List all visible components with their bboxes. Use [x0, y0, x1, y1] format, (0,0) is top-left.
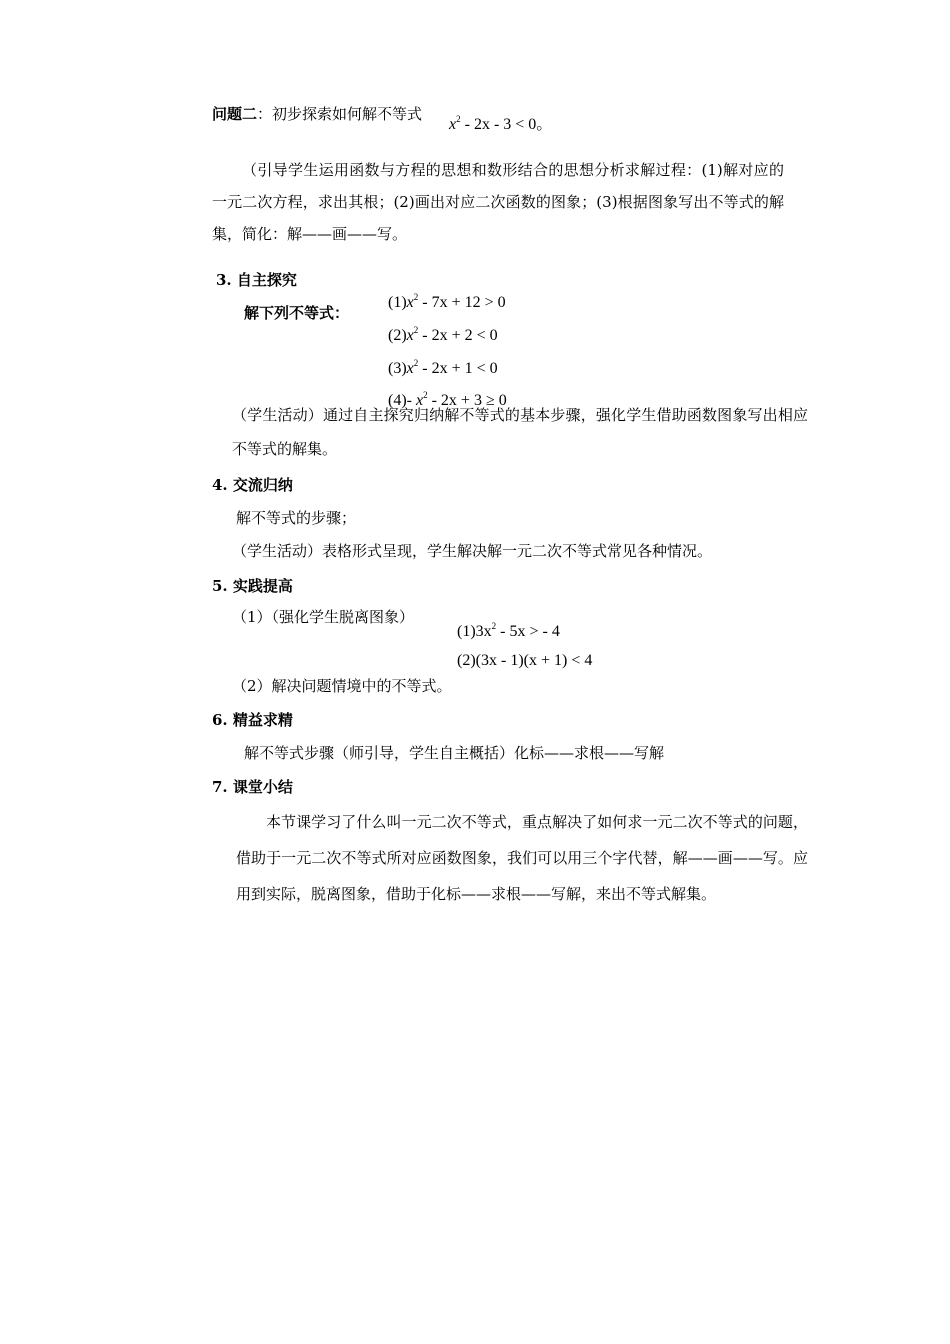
practice-inequality-2: (2)(3x - 1)(x + 1) < 4 [457, 652, 593, 669]
problem-2-text: ：初步探索如何解不等式 [257, 105, 423, 123]
ineq-var: - x [406, 392, 424, 409]
ineq-rest: - 2x + 1 < 0 [418, 360, 498, 377]
inequality-3 [388, 359, 498, 379]
ineq-var: x [406, 294, 414, 311]
section-7-heading: 7. 课堂小结 [212, 778, 293, 796]
math-var: x [449, 116, 457, 133]
guide-paragraph: （引导学生运用函数与方程的思想和数形结合的思想分析求解过程：(1)解对应的一元二次方程，求出其根；(2)画出对应二次函数的图象；(3)根据图象写出不等式的解集，简化：解——画——写。 [212, 161, 784, 243]
practice-ex1-exp: 2 [491, 621, 497, 631]
ineq-number: (4) [388, 392, 407, 409]
inequality-1 [388, 293, 506, 313]
section-6-line: 解不等式步骤（师引导，学生自主概括）化标——求根——写解 [244, 744, 665, 762]
section-6-heading: 6. 精益求精 [212, 711, 293, 729]
section-4-heading: 4. 交流归纳 [212, 476, 293, 494]
ineq-exp: 2 [423, 390, 428, 400]
section-4-line-1: 解不等式的步骤； [236, 509, 357, 527]
section-3-heading: 3. 自主探究 [216, 271, 297, 289]
math-end: 。 [536, 116, 553, 133]
ineq-number: (3) [388, 360, 407, 377]
section-7-paragraph: 本节课学习了什么叫一元二次不等式，重点解决了如何求一元二次不等式的问题，借助于一元二次不等式所对应函数图象，我们可以用三个字代替，解——画——写。应用到实际，脱离图象，借助于化标——求根——写解，来出不等式解集。 [236, 813, 808, 903]
section-3-activity: （学生活动）通过自主探究归纳解不等式的基本步骤，强化学生借助函数图象写出相应不等式的解集。 [232, 406, 808, 458]
section-3-prompt: 解下列不等式： [244, 304, 350, 322]
ineq-exp: 2 [413, 325, 419, 335]
ineq-var: x [406, 327, 414, 344]
ineq-number: (1) [388, 294, 407, 311]
practice-inequality-1 [457, 622, 560, 642]
ineq-exp: 2 [413, 358, 419, 368]
ineq-var: x [406, 360, 414, 377]
ineq-rest: - 2x + 3 ≥ 0 [427, 392, 507, 409]
practice-ex1-a: (1)3x [457, 623, 492, 640]
section-4-line-2: （学生活动）表格形式呈现，学生解决解一元二次不等式常见各种情况。 [232, 542, 713, 560]
inequality-2 [388, 326, 498, 346]
problem-2-inequality [449, 115, 552, 135]
math-exponent: 2 [456, 114, 461, 124]
section-5-heading: 5. 实践提高 [212, 577, 293, 595]
section-5-item-1: （1）（强化学生脱离图象） [232, 608, 415, 626]
ineq-exp: 2 [413, 292, 419, 302]
problem-2-label: 问题二 [212, 105, 258, 123]
practice-ex1-b: - 5x > - 4 [496, 623, 560, 640]
ineq-rest: - 2x + 2 < 0 [418, 327, 498, 344]
problem-2-line [212, 104, 422, 124]
ineq-rest: - 7x + 12 > 0 [418, 294, 506, 311]
ineq-number: (2) [388, 327, 407, 344]
section-5-item-2: （2）解决问题情境中的不等式。 [232, 677, 452, 695]
math-rest: - 2x - 3 < 0 [460, 116, 537, 133]
